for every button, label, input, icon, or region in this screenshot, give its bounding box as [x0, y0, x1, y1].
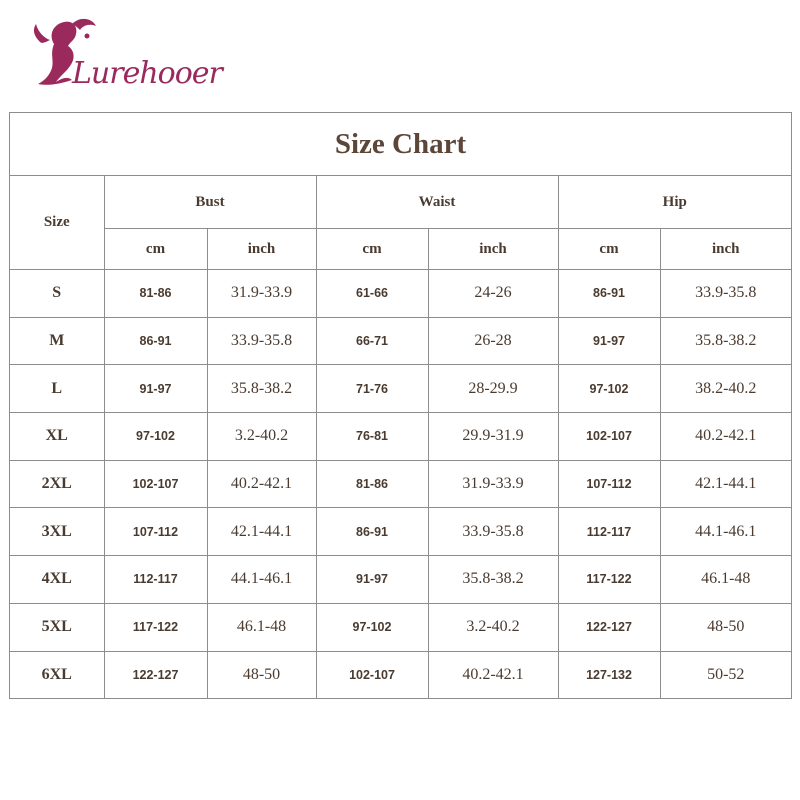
waist-cm-cell: 86-91	[316, 508, 428, 556]
waist-cm-cell: 97-102	[316, 603, 428, 651]
waist-header: Waist	[316, 176, 558, 229]
table-unit-header	[10, 229, 791, 270]
size-chart-title: Size Chart	[10, 113, 791, 176]
bust-inch-cell: 3.2-40.2	[207, 413, 316, 461]
bust-cm-cell: 117-122	[104, 603, 207, 651]
table-row	[10, 460, 791, 508]
waist-cm-cell: 71-76	[316, 365, 428, 413]
hip-cm-cell: 122-127	[558, 603, 660, 651]
bust-cm-cell: 107-112	[104, 508, 207, 556]
hip-header: Hip	[558, 176, 791, 229]
hip-inch-cell: 42.1-44.1	[660, 460, 791, 508]
hip-inch-cell: 35.8-38.2	[660, 317, 791, 365]
waist-cm-cell: 102-107	[316, 651, 428, 698]
bust-inch-cell: 31.9-33.9	[207, 270, 316, 318]
waist-inch-cell: 40.2-42.1	[428, 651, 558, 698]
hip-cm-cell: 97-102	[558, 365, 660, 413]
size-cell: L	[10, 365, 104, 413]
waist-inch-cell: 28-29.9	[428, 365, 558, 413]
bust-inch-cell: 46.1-48	[207, 603, 316, 651]
hip-inch-cell: 40.2-42.1	[660, 413, 791, 461]
table-row	[10, 603, 791, 651]
table-row	[10, 508, 791, 556]
bust-cm-cell: 112-117	[104, 556, 207, 604]
bust-cm-cell: 91-97	[104, 365, 207, 413]
waist-inch-cell: 33.9-35.8	[428, 508, 558, 556]
hip-inch-cell: 33.9-35.8	[660, 270, 791, 318]
hip-inch-cell: 38.2-40.2	[660, 365, 791, 413]
size-cell: XL	[10, 413, 104, 461]
size-cell: M	[10, 317, 104, 365]
bust-cm-cell: 102-107	[104, 460, 207, 508]
brand-logo	[26, 14, 222, 92]
size-cell: 6XL	[10, 651, 104, 698]
bust-inch-cell: 33.9-35.8	[207, 317, 316, 365]
unit-header: cm	[316, 229, 428, 270]
bust-cm-cell: 97-102	[104, 413, 207, 461]
hip-cm-cell: 112-117	[558, 508, 660, 556]
waist-inch-cell: 35.8-38.2	[428, 556, 558, 604]
bust-header: Bust	[104, 176, 316, 229]
size-column-header: Size	[10, 176, 104, 270]
unit-header: cm	[558, 229, 660, 270]
bust-inch-cell: 40.2-42.1	[207, 460, 316, 508]
bust-inch-cell: 35.8-38.2	[207, 365, 316, 413]
unit-header: inch	[660, 229, 791, 270]
waist-cm-cell: 81-86	[316, 460, 428, 508]
hip-cm-cell: 127-132	[558, 651, 660, 698]
waist-cm-cell: 91-97	[316, 556, 428, 604]
hip-inch-cell: 44.1-46.1	[660, 508, 791, 556]
brand-wordmark: Lurehooer	[72, 56, 222, 91]
size-cell: 2XL	[10, 460, 104, 508]
table-row	[10, 556, 791, 604]
hip-cm-cell: 107-112	[558, 460, 660, 508]
waist-inch-cell: 3.2-40.2	[428, 603, 558, 651]
waist-inch-cell: 31.9-33.9	[428, 460, 558, 508]
table-group-header	[10, 176, 791, 229]
table-row	[10, 651, 791, 698]
waist-inch-cell: 24-26	[428, 270, 558, 318]
unit-header: cm	[104, 229, 207, 270]
hip-cm-cell: 91-97	[558, 317, 660, 365]
waist-inch-cell: 26-28	[428, 317, 558, 365]
bust-inch-cell: 48-50	[207, 651, 316, 698]
size-cell: 4XL	[10, 556, 104, 604]
table-row	[10, 317, 791, 365]
size-cell: S	[10, 270, 104, 318]
hip-cm-cell: 86-91	[558, 270, 660, 318]
waist-cm-cell: 61-66	[316, 270, 428, 318]
size-chart	[9, 112, 792, 699]
waist-cm-cell: 66-71	[316, 317, 428, 365]
unit-header: inch	[207, 229, 316, 270]
size-table	[10, 176, 791, 698]
hip-inch-cell: 50-52	[660, 651, 791, 698]
table-row	[10, 270, 791, 318]
waist-inch-cell: 29.9-31.9	[428, 413, 558, 461]
waist-cm-cell: 76-81	[316, 413, 428, 461]
hip-inch-cell: 48-50	[660, 603, 791, 651]
bust-inch-cell: 44.1-46.1	[207, 556, 316, 604]
hip-cm-cell: 102-107	[558, 413, 660, 461]
table-row	[10, 365, 791, 413]
size-cell: 3XL	[10, 508, 104, 556]
hip-cm-cell: 117-122	[558, 556, 660, 604]
bust-inch-cell: 42.1-44.1	[207, 508, 316, 556]
table-row	[10, 413, 791, 461]
bust-cm-cell: 122-127	[104, 651, 207, 698]
bust-cm-cell: 81-86	[104, 270, 207, 318]
bust-cm-cell: 86-91	[104, 317, 207, 365]
unit-header: inch	[428, 229, 558, 270]
size-cell: 5XL	[10, 603, 104, 651]
hip-inch-cell: 46.1-48	[660, 556, 791, 604]
